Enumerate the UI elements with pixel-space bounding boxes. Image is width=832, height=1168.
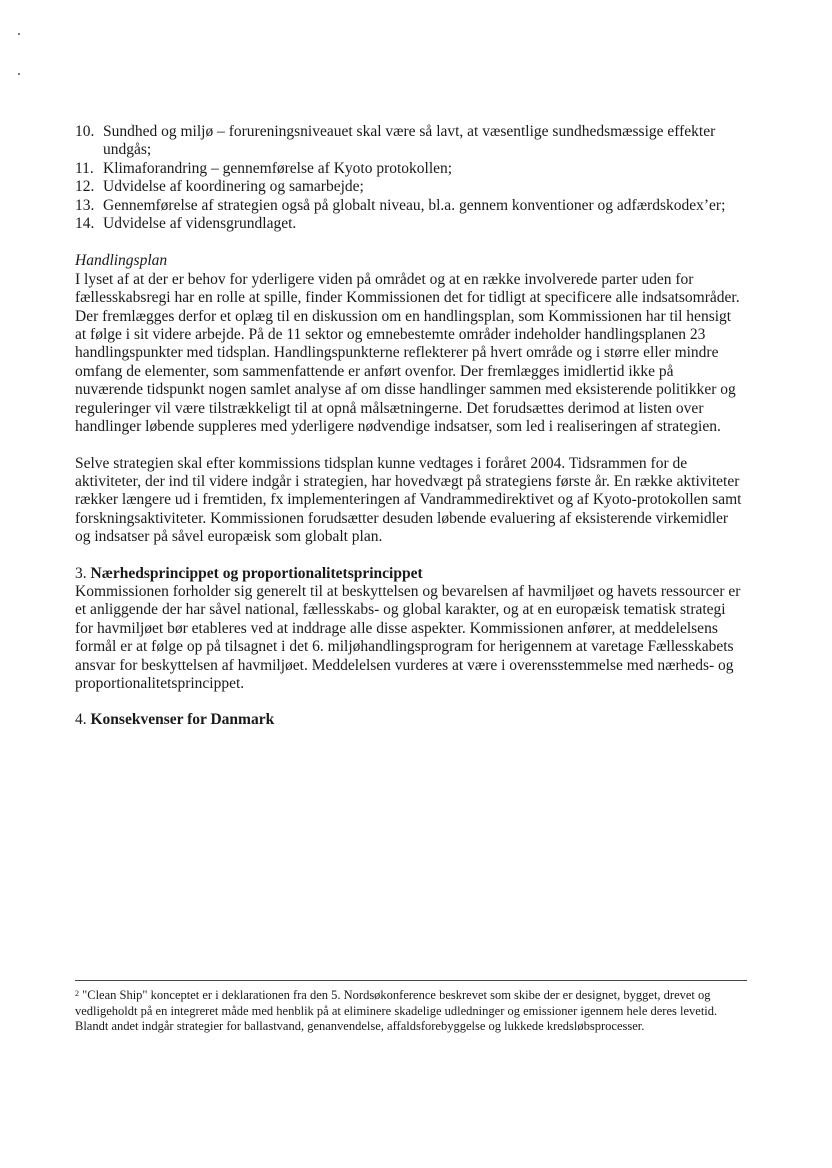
section-title: Nærhedsprincippet og proportionalitetsprincippet xyxy=(90,564,423,582)
list-item xyxy=(75,178,745,196)
list-text: Udvidelse af vidensgrundlaget. xyxy=(103,215,297,233)
list-number: 11. xyxy=(75,159,94,177)
section-3-body: Kommissionen forholder sig generelt til at beskyttelsen og bevarelsen af havmiljøet og havets ressourcer er et anliggende der har såvel national, fællesskabs- og global karakter, og at en europæisk tematisk strategi for havmiljøet bør etableres ved at inddrage alle disse aspekter. Kommissionen anfører, at meddelelsens formål er at følge op på tilsagnet i det 6. miljøhandlingsprogram for herigennem at varetage Fællesskabets ansvar for beskyttelsen af havmiljøet. Meddelelsen vurderes at være i overensstemmelse med nærheds- og proportionalitetsprincippet. xyxy=(75,582,741,692)
section-number: 4. xyxy=(75,711,87,729)
scan-speck xyxy=(18,33,20,35)
handlingsplan-paragraph: I lyset af at der er behov for yderligere viden på området og at en række involverede parter uden for fællesskabsregi har en rolle at spille, finder Kommissionen det for tidligt at specificere alle indsatsområder. Der fremlægges derfor et oplæg til en diskussion om en handlingsplan, som Kommissionen har til hensigt at følge i sit videre arbejde. På de 11 sektor og emnebestemte områder indeholder handlingsplanen 23 handlingspunkter med tidsplan. Handlingspunkterne reflekterer på hvert område og i større eller mindre omfang de elementer, som sammenfattende er anført ovenfor. Der fremlægges imidlertid ikke på nuværende tidspunkt nogen samlet analyse af om disse handlinger sammen med eksisterende politikker og reguleringer vil være tilstrækkeligt til at opnå målsætningerne. Det forudsættes derimod at listen over handlinger løbende suppleres med yderligere nødvendige indsatser, som led i realiseringen af strategien. xyxy=(75,270,740,436)
scan-speck xyxy=(18,73,20,75)
list-text: Gennemførelse af strategien også på globalt niveau, bl.a. gennem konventioner og adfærdskodex’er; xyxy=(103,196,726,214)
list-number: 14. xyxy=(75,215,95,233)
list-item xyxy=(75,123,745,160)
list-number: 12. xyxy=(75,178,95,196)
list-item xyxy=(75,215,745,233)
list-number: 13. xyxy=(75,196,95,214)
document-body xyxy=(75,123,745,730)
list-text: Klimaforandring – gennemførelse af Kyoto protokollen; xyxy=(103,159,453,177)
footnote-divider xyxy=(75,980,747,981)
section-4-heading xyxy=(75,711,745,729)
list-number: 10. xyxy=(75,123,95,140)
section-number: 3. xyxy=(75,564,87,582)
list-text: Sundhed og miljø – forureningsniveauet skal være så lavt, at væsentlige sundhedsmæssige effekter undgås; xyxy=(103,123,716,159)
numbered-list xyxy=(75,123,745,233)
strategy-timeline-paragraph: Selve strategien skal efter kommissions tidsplan kunne vedtages i foråret 2004. Tidsrammen for de aktiviteter, der ind til videre indgår i strategien, har hovedvægt på strategiens første år. En række aktiviteter rækker længere ud i fremtiden, fx implementeringen af Vandrammedirektivet og af Kyoto-protokollen samt forskningsaktiviteter. Kommissionen forudsætter desuden løbende evaluering af eksisterende virkemidler og indsatser på såvel europæisk som globalt plan. xyxy=(75,454,742,546)
footnote xyxy=(75,988,747,1035)
list-item xyxy=(75,160,745,178)
footnote-marker: 2 xyxy=(75,989,79,998)
section-title: Konsekvenser for Danmark xyxy=(90,711,275,729)
handlingsplan-heading: Handlingsplan xyxy=(75,252,168,270)
list-item xyxy=(75,197,745,215)
list-text: Udvidelse af koordinering og samarbejde; xyxy=(103,178,364,196)
footnote-text: "Clean Ship" konceptet er i deklarationen fra den 5. Nordsøkonference beskrevet som skibe der er designet, bygget, drevet og vedligeholdt på en integreret måde med henblik på at eliminere skadelige udledninger og emissioner igennem hele deres levetid. Blandt andet indgår strategier for ballastvand, genanvendelse, affaldsforebyggelse og lukkede kredsløbsprocesser. xyxy=(75,988,718,1033)
section-3-heading xyxy=(75,565,745,583)
